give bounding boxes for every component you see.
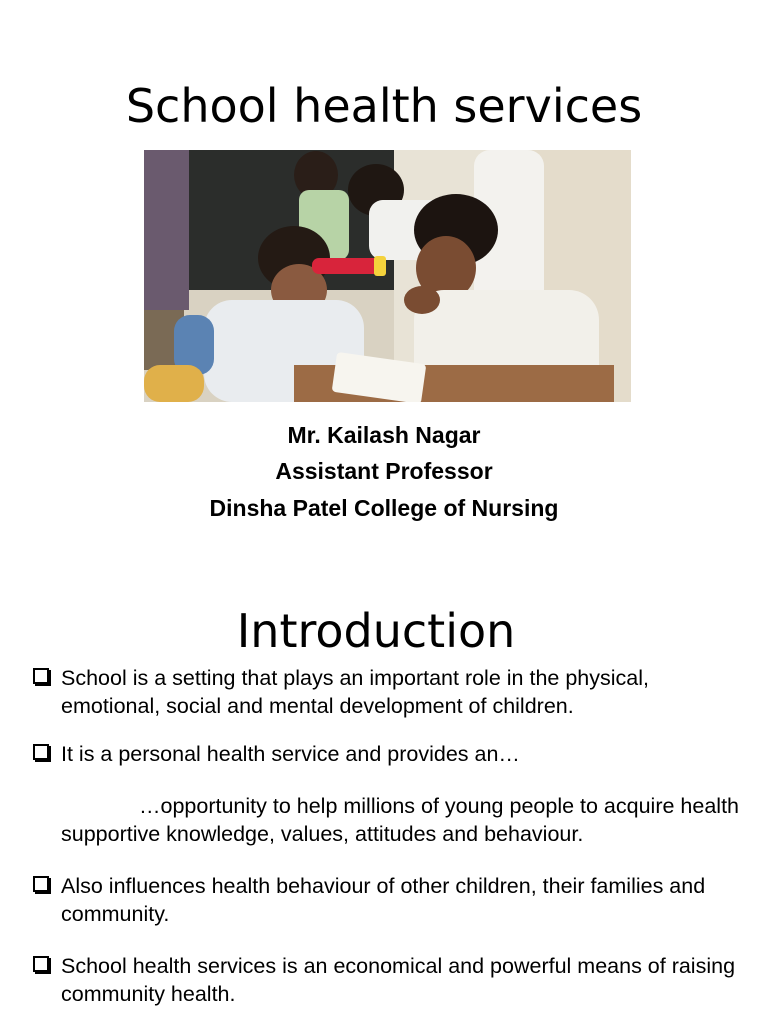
- slide-title: School health services: [125, 79, 643, 133]
- introduction-heading: Introduction: [236, 604, 516, 658]
- bullet-text: School health services is an economical and powerful means of raising community health.: [61, 954, 736, 1006]
- author-name: Mr. Kailash Nagar: [287, 422, 481, 448]
- checkbox-bullet-icon: [33, 668, 49, 684]
- checkbox-bullet-icon: [33, 956, 49, 972]
- bullet-continuation-text: …opportunity to help millions of young people to acquire health supportive knowledge, values, attitudes and behaviour.: [61, 794, 739, 846]
- bullet-item: [30, 740, 748, 768]
- author-role: Assistant Professor: [275, 458, 493, 484]
- author-institution: Dinsha Patel College of Nursing: [209, 495, 559, 521]
- school-health-photo: [144, 150, 631, 402]
- bullet-item: [30, 952, 748, 1008]
- bullet-text: School is a setting that plays an important role in the physical, emotional, social and mental development of children.: [61, 666, 649, 718]
- checkbox-bullet-icon: [33, 744, 49, 760]
- bullet-item: [30, 872, 748, 928]
- bullet-item: [30, 664, 748, 720]
- bullet-text: Also influences health behaviour of other children, their families and community.: [61, 874, 706, 926]
- bullet-text: It is a personal health service and provides an…: [61, 742, 520, 766]
- checkbox-bullet-icon: [33, 876, 49, 892]
- introduction-bullet-list: [30, 664, 748, 1008]
